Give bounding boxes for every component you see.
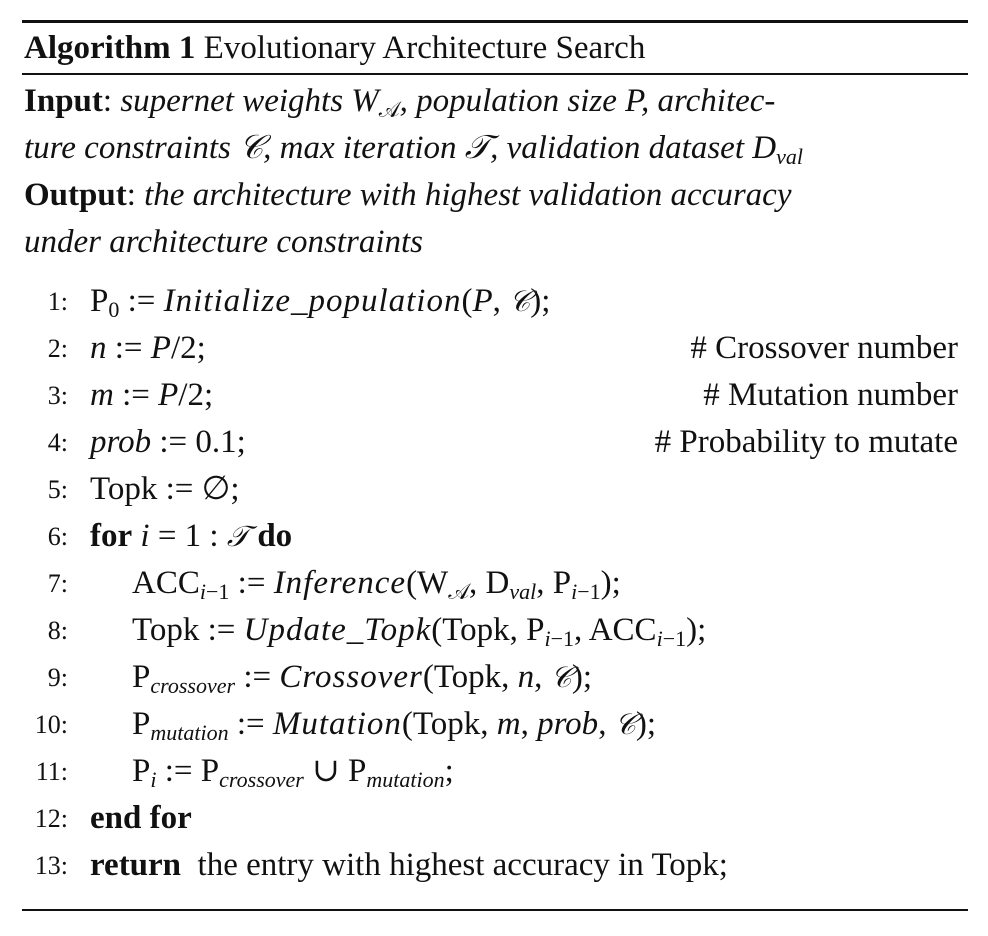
- step-code: prob := 0.1;: [90, 424, 246, 460]
- keyword-do: do: [257, 518, 293, 554]
- step-comment: # Mutation number: [703, 377, 958, 413]
- step-10: [0, 701, 988, 748]
- input-text-1-rest: , population size P, architec-: [399, 83, 776, 119]
- step-number: 2:: [47, 334, 68, 363]
- step-12: [0, 795, 988, 842]
- return-text: the entry with highest accuracy in Topk;: [197, 847, 728, 883]
- output-label: Output: [24, 177, 127, 213]
- input-sub-1: 𝒜: [378, 97, 400, 122]
- step-number: 12:: [34, 804, 68, 833]
- title-rule: [22, 73, 968, 75]
- step-code: Topk := Update_Topk(Topk, $P_{i-1}$, $ACC_{i-1}$);: [132, 612, 707, 651]
- input-text-2: ture constraints 𝒞, max iteration 𝒯, validation dataset D: [24, 130, 777, 166]
- step-1: [0, 278, 988, 325]
- step-code: [90, 795, 192, 842]
- step-11: [0, 748, 988, 795]
- input-label: Input: [24, 83, 103, 119]
- input-text-1: supernet weights W: [120, 83, 379, 119]
- step-6: [0, 513, 988, 560]
- algorithm-name: Evolutionary Architecture Search: [203, 30, 646, 66]
- algorithm-title: [24, 26, 645, 70]
- step-code: $P_i$ := $P_{crossover}$ ∪ $P_{mutation}$;: [132, 753, 454, 792]
- step-number: 3:: [47, 381, 68, 410]
- step-comment: # Crossover number: [690, 330, 958, 366]
- bottom-rule: [22, 909, 968, 911]
- step-number: 8:: [47, 616, 68, 645]
- step-code: $ACC_{i-1}$ := $Inference(W_𝒜$, $D_{val}$, $P_{i-1}$);: [132, 565, 621, 604]
- output-line-1: Output: the architecture with highest validation accuracy: [24, 177, 792, 213]
- step-code: [90, 842, 728, 889]
- step-4: [0, 419, 988, 466]
- step-code: m := P/2;: [90, 377, 214, 413]
- algorithm-label: Algorithm 1: [24, 30, 196, 66]
- step-7: [0, 560, 988, 607]
- output-text-2: under architecture constraints: [24, 224, 423, 260]
- step-9: [0, 654, 988, 701]
- step-number: 4:: [47, 428, 68, 457]
- output-text-1: the architecture with highest validation accuracy: [144, 177, 792, 213]
- step-5: [0, 466, 988, 513]
- input-sub-2: val: [776, 144, 803, 169]
- step-number: 11:: [35, 757, 68, 786]
- input-line-1: Input: supernet weights $W_𝒜$, population size P, architec-: [24, 83, 776, 122]
- step-comment: # Probability to mutate: [654, 424, 958, 460]
- step-13: [0, 842, 988, 889]
- step-number: 5:: [47, 475, 68, 504]
- algorithm-steps: [0, 278, 988, 889]
- step-3: [0, 372, 988, 419]
- input-line-2: [24, 125, 968, 172]
- step-number: 13:: [34, 851, 68, 880]
- step-number: 10:: [34, 710, 68, 739]
- step-2: [0, 325, 988, 372]
- step-code: n := P/2;: [90, 330, 206, 366]
- step-number: 9:: [47, 663, 68, 692]
- keyword-for: for: [90, 518, 133, 554]
- step-code: for i = 1 : 𝒯 do: [90, 518, 293, 554]
- output-line-2: [24, 219, 968, 266]
- step-code: $P_{crossover}$ := Crossover(Topk, n, 𝒞);: [132, 659, 592, 698]
- step-number: 6:: [47, 522, 68, 551]
- step-code: $P_{mutation}$ := Mutation(Topk, m, prob, 𝒞);: [132, 706, 657, 745]
- top-rule: [22, 20, 968, 23]
- step-8: [0, 607, 988, 654]
- step-code: $P_0$ := Initialize_population(P, 𝒞);: [90, 283, 551, 322]
- keyword-end-for: end for: [90, 800, 192, 836]
- step-code: Topk := ∅;: [90, 471, 240, 507]
- step-number: 1:: [47, 287, 68, 316]
- keyword-return: return: [90, 847, 182, 883]
- step-number: 7:: [47, 569, 68, 598]
